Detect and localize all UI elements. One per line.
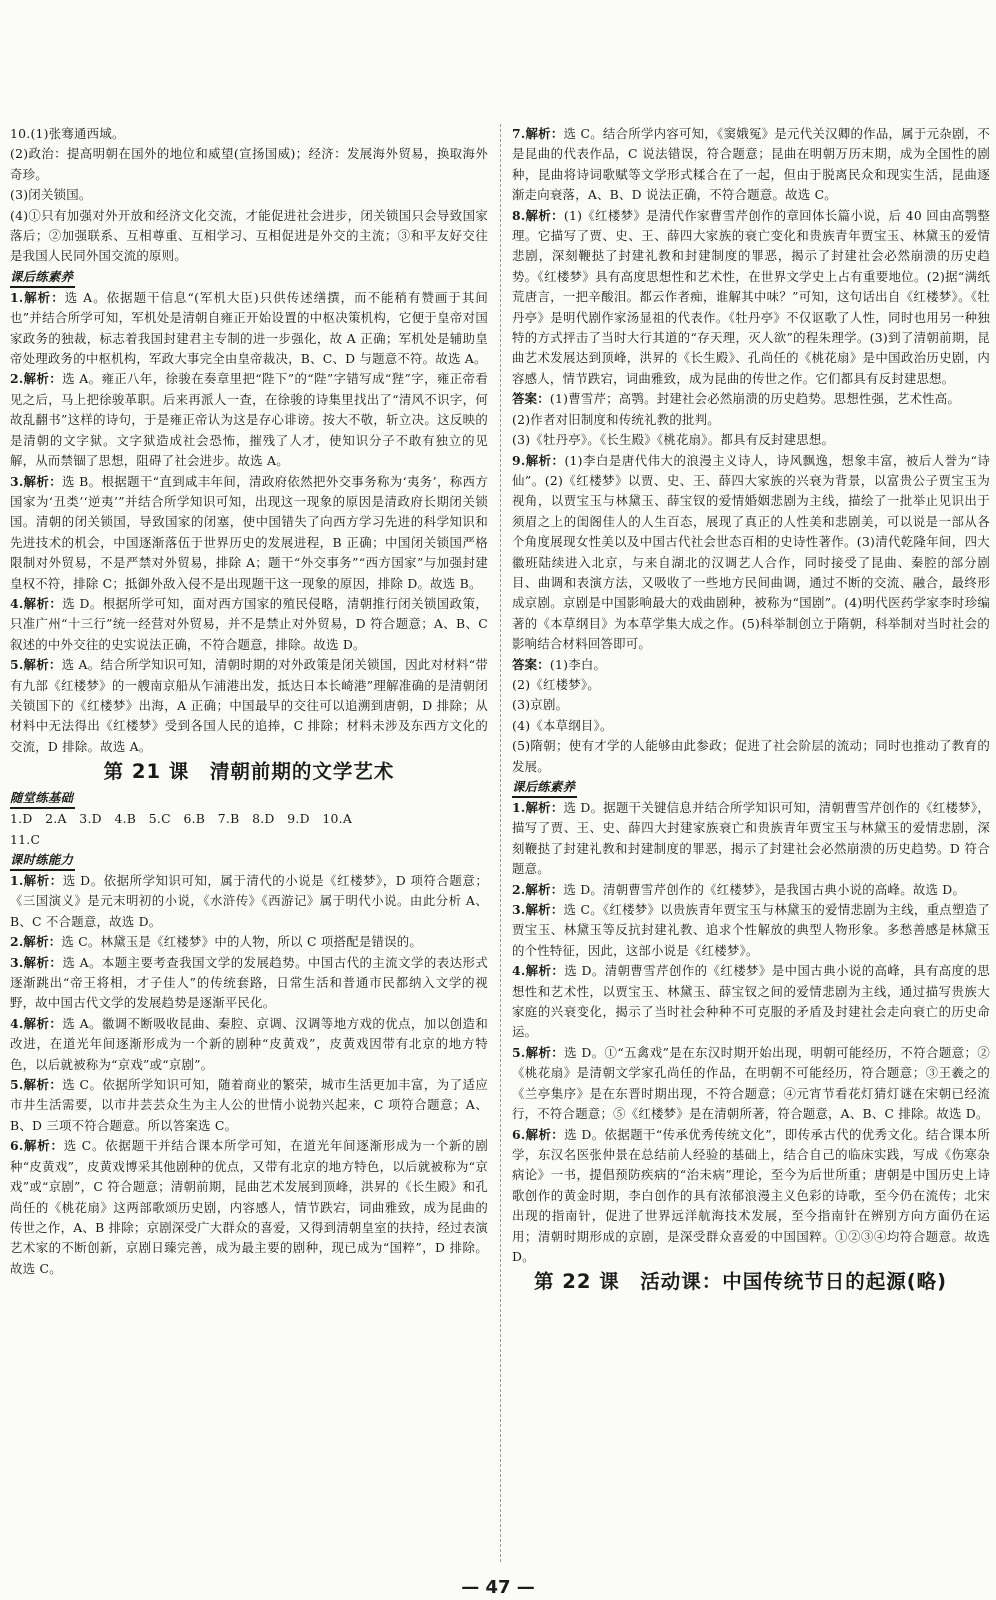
answer-item: 5.解析：选 D。①“五禽戏”是在东汉时期开始出现，明朝可能经历，不符合题意；②《桃花扇》是清朝文学家孔尚任的作品，在明朝不可能经历，符合题意；③王羲之的《兰亭集序》是在东晋时期出现，不符合题意；④元宵节看花灯猜灯谜在宋朝已经流行，不符合题意；⑤《红楼梦》是在清朝所著，符合题意，A、B、C 排除。故选 D。 xyxy=(512,1044,990,1122)
answer-item: 3.解析：选 C。《红楼梦》以贵族青年贾宝玉与林黛玉的爱情悲剧为主线，重点塑造了贾宝玉、林黛玉等反抗封建礼教、追求个性解放的典型人物形象。多愁善感是林黛玉的个性特征，因此，这部小说是《红楼梦》。 xyxy=(512,902,990,958)
answer-page xyxy=(10,124,990,1574)
right-column xyxy=(512,124,990,1298)
answer-item: 9.解析：(1)李白是唐代伟大的浪漫主义诗人，诗风飘逸，想象丰富，被后人誉为“诗仙”。(2)《红楼梦》以贾、史、王、薛四大家族的兴衰为背景，以富贵公子贾宝玉为视角，以贾宝玉与林黛玉、薛宝钗的爱情婚姻悲剧为主线，描绘了一批举止见识出于须眉之上的闺阁佳人的人生百态，展现了真正的人性美和悲剧美，可以说是一部从各个角度展现女性美以及中国古代社会世态百相的史诗性著作。(3)清代乾隆年间，四大徽班陆续进入北京，与来自湖北的汉调艺人合作，同时接受了昆曲、秦腔的部分剧目、曲调和表演方法，又吸收了一些地方民间曲调，通过不断的交流、融合，最终形成京剧。京剧是中国影响最大的戏曲剧种，被称为“国剧”。(4)明代医药学家李时珍编著的《本草纲目》为本草学集大成之作。(5)科举制创立于隋朝，科举制对当时社会的影响结合材料回答即可。 xyxy=(512,452,991,652)
answer-item: 5.解析：选 A。结合所学知识可知，清朝时期的对外政策是闭关锁国，因此对材料“带有九部《红楼梦》的一艘南京船从乍浦港出发，抵达日本长崎港”理解准确的是清朝闭关锁国下的《红楼梦》出海，A 正确；中国最早的交往可以追溯到唐朝，D 排除；从材料中无法得出《红楼梦》受到各国人民的追捧，C 排除；材料未涉及东西方文化的交流，D 排除。故选 A。 xyxy=(10,657,488,754)
q10-line-1: 10.(1)张骞通西域。 xyxy=(10,126,125,141)
section-label-homework-2: 课后练素养 xyxy=(512,778,577,798)
answer-9-line-4: (4)《本草纲目》。 xyxy=(512,717,613,733)
answer-item: 3.解析：选 A。本题主要考查我国文学的发展趋势。中国古代的主流文学的表达形式逐渐跳出“帝王将相，才子佳人”的传统套路，日常生活和普通市民都纳入文学的视野，故中国古代文学的发展趋势是逐渐平民化。 xyxy=(10,954,489,1011)
answer-item: 4.解析：选 D。根据所学可知，面对西方国家的殖民侵略，清朝推行闭关锁国政策，只准广州“十三行”统一经营对外贸易，并不是禁止对外贸易，D 符合题意；A、B、C 叙述的中外交往的史实说法正确，不符合题意，排除。故选 D。 xyxy=(10,595,489,652)
answer-9-line-1: 答案：(1)李白。 xyxy=(512,656,607,672)
column-divider xyxy=(500,124,501,1562)
answer-item: 1.解析：选 A。依据题干信息“(军机大臣)只供传述缮撰，而不能稍有赞画于其间也”并结合所学可知，军机处是清朝自雍正开始设置的中枢决策机构，它便于皇帝对国家政务的独裁，标志着我国封建君主专制的进一步强化，故 A 正确；军机处是辅助皇帝处理政务的中枢机构，军政大事完全由皇帝裁决，B、C、D 与题意不符。故选 A。 xyxy=(10,289,489,367)
page-number: — 47 — xyxy=(461,1577,535,1598)
answer-8-line-1: 答案：(1)曹雪芹；高鹗。封建社会必然崩溃的历史趋势。思想性强，艺术性高。 xyxy=(512,391,961,407)
answer-item: 2.解析：选 A。雍正八年，徐骏在奏章里把“陛下”的“陛”字错写成“狴”字，雍正帝看见之后，马上把徐骏革职。后来再派人一查，在徐骏的诗集里找出了“清风不识字，何故乱翻书”这样的诗句，于是雍正帝认为这是存心诽谤。按大不敬，斩立决。这反映的是清朝的文字狱。文字狱造成社会恐怖，摧残了人才，使知识分子不敢有独立的见解，从而禁锢了思想，阻碍了社会进步。故选 A。 xyxy=(10,371,488,469)
answer-item: 6.解析：选 C。依据题干并结合课本所学可知，在道光年间逐渐形成为一个新的剧种“皮黄戏”，皮黄戏博采其他剧种的优点，又带有北京的地方特色，以后就被称为“京戏”或“京剧”，C 符合题意；清朝前期，昆曲艺术发展到顶峰，洪昇的《长生殿》和孔尚任的《桃花扇》这两部歌颂历史剧，内容感人，情节跌宕，词曲雅致，成为昆曲的传世之作，A、B 排除；京剧深受广大群众的喜爱，又得到清朝皇室的扶持，经过表演艺术家的不断创新，京剧日臻完善，成为最主要的剧种，现已成为“国粹”，D 排除。故选 C。 xyxy=(10,1138,489,1276)
answer-item: 2.解析：选 D。清朝曹雪芹创作的《红楼梦》，是我国古典小说的高峰。故选 D。 xyxy=(512,881,966,897)
answer-item: 5.解析：选 C。依据所学知识可知，随着商业的繁荣，城市生活更加丰富，为了适应市井生活需要，以市井芸芸众生为主人公的世情小说勃兴起来，C 项符合题意；A、B、D 三项不符合题意。所以答案选 C。 xyxy=(10,1077,488,1133)
answer-item: 4.解析：选 D。清朝曹雪芹创作的《红楼梦》是中国古典小说的高峰，具有高度的思想性和艺术性，以贾宝玉、林黛玉、薛宝钗之间的爱情悲剧为主线，通过描写贵族大家庭的兴衰变化，揭示了当时社会种种不可克服的矛盾及封建社会走向衰亡的历史命运。 xyxy=(512,963,991,1040)
q10-line-4: (4)①只有加强对外开放和经济文化交流，才能促进社会进步，闭关锁国只会导致国家落后；②加强联系、互相尊重、互相学习、互相促进是外交的主流；③和平友好交往是我国人民同外国交流的原则。 xyxy=(10,207,488,264)
answer-9-line-5: (5)隋朝；使有才学的人能够由此参政；促进了社会阶层的流动；同时也推动了教育的发展。 xyxy=(512,738,990,774)
quick-answers-line-2: 11.C xyxy=(10,831,41,847)
left-column xyxy=(10,124,488,1279)
lesson-21-title: 第 21 课 清朝前期的文学艺术 xyxy=(103,760,395,784)
lesson-22-title: 第 22 课 活动课：中国传统节日的起源(略) xyxy=(534,1270,948,1294)
answer-item: 4.解析：选 A。徽调不断吸收昆曲、秦腔、京调、汉调等地方戏的优点，加以创造和改进，在道光年间逐渐形成为一个新的剧种“皮黄戏”，皮黄戏因带有北京的地方特色，以后就被称为“京戏”或“京剧”。 xyxy=(10,1015,489,1072)
answer-item: 7.解析：选 C。结合所学内容可知，《窦娥冤》是元代关汉卿的作品，属于元杂剧，不是昆曲的代表作品，C 说法错误，符合题意；昆曲在明朝万历末期，成为全国性的剧种，昆曲将诗词歌赋等文学形式糅合在了一起，但由于脱离民众和现实生活，昆曲逐渐走向衰落，A、B、D 说法正确，不符合题意。故选 C。 xyxy=(512,126,990,203)
answer-item: 1.解析：选 D。据题干关键信息并结合所学知识可知，清朝曹雪芹创作的《红楼梦》，描写了贾、王、史、薛四大封建家族衰亡和贵族青年贾宝玉与林黛玉的爱情悲剧，深刻鞭挞了封建礼教和封建制度的罪恶，揭示了封建社会必然崩溃的历史趋势。D 符合题意。 xyxy=(512,800,990,877)
section-label-classroom: 随堂练基础 xyxy=(10,789,75,809)
q10-line-3: (3)闭关锁国。 xyxy=(10,187,92,203)
answer-9-line-3: (3)京剧。 xyxy=(512,697,569,713)
answer-8-line-3: (3)《牡丹亭》。《长生殿》《桃花扇》。都具有反封建思想。 xyxy=(512,432,835,448)
quick-answers-line-1: 1.D 2.A 3.D 4.B 5.C 6.B 7.B 8.D 9.D 10.A xyxy=(10,811,353,827)
q10-line-2: (2)政治：提高明朝在国外的地位和威望(宣扬国威)；经济：发展海外贸易，换取海外奇珍。 xyxy=(10,146,488,182)
answer-item: 1.解析：选 D。依据所学知识可知，属于清代的小说是《红楼梦》，D 项符合题意；《三国演义》是元末明初的小说，《水浒传》《西游记》属于明代小说。由此分析 A、B、C 不合题意，故选 D。 xyxy=(10,873,489,929)
answer-9-line-2: (2)《红楼梦》。 xyxy=(512,676,600,692)
answer-item: 2.解析：选 C。林黛玉是《红楼梦》中的人物，所以 C 项搭配是错误的。 xyxy=(10,934,423,950)
answer-item: 8.解析：(1)《红楼梦》是清代作家曹雪芹创作的章回体长篇小说，后 40 回由高鹗整理。它描写了贾、史、王、薛四大家族的衰亡变化和贵族青年贾宝玉、林黛玉的爱情悲剧，深刻鞭挞了封建礼教和封建制度的罪恶，揭示了封建社会必然崩溃的历史趋势。《红楼梦》具有高度思想性和艺术性，在世界文学史上占有重要地位。(2)据“满纸荒唐言，一把辛酸泪。都云作者痴，谁解其中味？”可知，这句话出自《红楼梦》。《牡丹亭》是明代剧作家汤显祖的代表作。《牡丹亭》不仅讴歌了人性，同时也用另一种独特的方式抨击了当时大行其道的“存天理，灭人欲”的程朱理学。(3)到了清朝前期，昆曲艺术发展达到顶峰，洪昇的《长生殿》、孔尚任的《桃花扇》是中国政治历史剧，内容感人，情节跌宕，词曲雅致，成为昆曲的传世之作。它们都具有反封建思想。 xyxy=(512,207,990,386)
answer-8-line-2: (2)作者对旧制度和传统礼教的批判。 xyxy=(512,411,720,427)
answer-item: 3.解析：选 B。根据题干“直到咸丰年间，清政府依然把外交事务称为‘夷务’，称西方国家为‘丑类’‘逆夷’”并结合所学知识可知，出现这一现象的原因是清政府长期闭关锁国。清朝的闭关锁国，导致国家的闭塞，使中国错失了向西方学习先进的科学知识和先进技术的机会，中国逐渐落伍于世界历史的发展进程，B 正确；中国闭关锁国严格限制对外贸易，不是严禁对外贸易，排除 A；题干“外交事务”“西方国家”与加强封建皇权不符，排除 C；抵御外敌入侵不是出现题干这一现象的原因，排除 D。故选 B。 xyxy=(10,473,488,591)
section-label-homework: 课后练素养 xyxy=(10,268,75,288)
section-label-ability: 课时练能力 xyxy=(10,851,75,871)
answer-item: 6.解析：选 D。依据题干“传承优秀传统文化”，即传承古代的优秀文化。结合课本所学，东汉名医张仲景在总结前人经验的基础上，结合自己的临床实践，写成《伤寒杂病论》一书，提倡预防疾病的“治未病”理论，至今为后世所重；唐朝是中国历史上诗歌创作的黄金时期，李白创作的具有浓郁浪漫主义色彩的诗歌，至今仍在流传；北宋出现的指南针，促进了世界远洋航海技术发展，至今指南针在辨别方向方面仍在运用；清朝时期形成的京剧，是深受群众喜爱的中国国粹。①②③④均符合题意。故选 D。 xyxy=(512,1126,990,1264)
